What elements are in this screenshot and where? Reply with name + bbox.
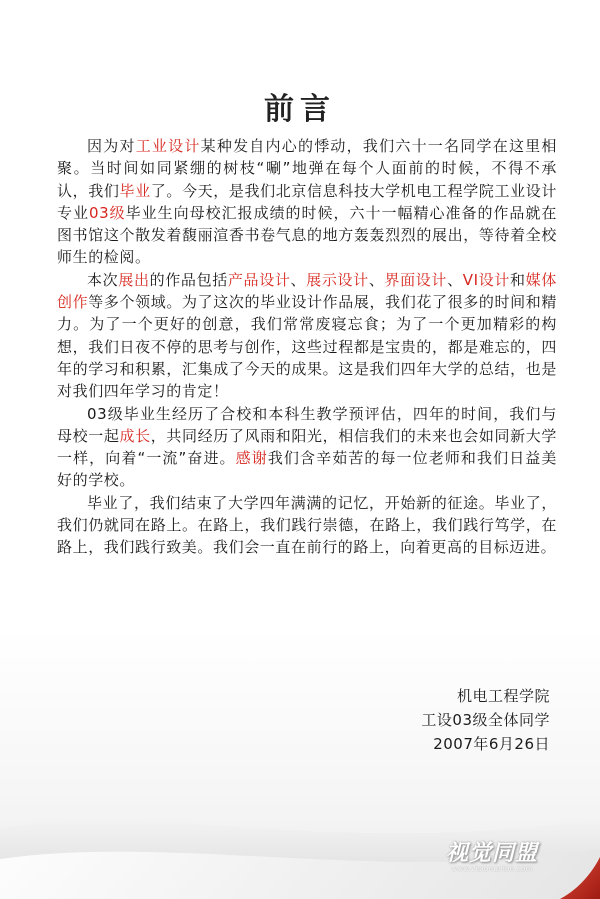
highlighted-keyword: 展示设计 xyxy=(306,270,369,289)
text-run: 、 xyxy=(447,270,463,289)
text-run: 等多个领域。为了这次的毕业设计作品展，我们花了很多的时间和精力。为了一个更好的创意，我们常常废寝忘食；为了一个更加精彩的构想，我们日夜不停的思考与创作，这些过程都是宝贵的，都是难忘的，四年的学习和积累，汇集成了今天的成果。这是我们四年大学的总结，也是对我们四年学习的肯定！ xyxy=(57,293,557,401)
highlighted-keyword: 成长 xyxy=(119,426,151,445)
preface-body xyxy=(57,135,557,559)
text-run: ，共同经历了风雨和阳光，相信我们的未来也会如同新大学一样，向着“一流”奋进。 xyxy=(57,426,558,468)
text-run: 我们含辛茹苦的每一位老师和我们日益美好的学校。 xyxy=(57,449,557,490)
paragraph-1 xyxy=(57,135,557,269)
text-run: 、 xyxy=(368,270,385,289)
highlighted-keyword: 毕业 xyxy=(119,181,151,200)
paragraph-4 xyxy=(57,492,557,559)
paragraph-2 xyxy=(57,269,557,403)
text-run: 毕业生向母校汇报成绩的时候，六十一幅精心准备的作品就在图书馆这个散发着馥丽渲香书卷气息的地方轰轰烈烈的展出，等待着全校师生的检阅。 xyxy=(57,203,558,267)
watermark-url: www.visionunion.com xyxy=(451,865,533,873)
text-run: 因为对 xyxy=(87,137,136,155)
signature-school: 机电工程学院 xyxy=(456,687,550,705)
highlighted-keyword: VI设计 xyxy=(462,270,511,289)
text-run: 毕业了，我们结束了大学四年满满的记忆，开始新的征途。毕业了，我们仍就同在路上。在路上，我们践行崇德，在路上，我们践行笃学，在路上，我们践行致美。我们会一直在前行的路上，向着更高的目标迈进。 xyxy=(57,493,557,557)
watermark xyxy=(446,836,538,873)
text-run: 某种发自内心的悸动，我们六十一名同学在这里相聚。当时间如同紧绷的树枝“唰”地弹在每个人面前的时候，不得不承认，我们 xyxy=(57,137,557,200)
text-run: 和 xyxy=(510,270,526,289)
page-curl-icon xyxy=(540,839,600,899)
text-run: 了。今天，是我们北京信息科技大学机电工程学院工业设计专业 xyxy=(57,181,558,222)
watermark-logo: 视觉同盟 xyxy=(445,841,538,866)
text-run: 03级毕业生经历了合校和本科生教学预评估，四年的时间，我们与母校一起 xyxy=(57,404,557,445)
highlighted-keyword: 界面设计 xyxy=(384,270,448,289)
page-title: 前言 xyxy=(264,92,336,127)
text-run: 本次 xyxy=(87,270,119,289)
text-run: 的作品包括 xyxy=(149,270,228,289)
signature-class: 工设03级全体同学 xyxy=(421,711,550,729)
highlighted-keyword: 感谢 xyxy=(235,449,268,468)
text-run: 、 xyxy=(290,270,307,289)
signature-block xyxy=(421,684,550,756)
highlighted-keyword: 工业设计 xyxy=(135,137,201,155)
paragraph-3 xyxy=(57,403,557,492)
highlighted-keyword: 媒体创作 xyxy=(57,270,557,312)
highlighted-keyword: 03级 xyxy=(88,203,126,222)
highlighted-keyword: 展出 xyxy=(118,270,150,289)
signature-date: 2007年6月26日 xyxy=(433,735,550,753)
highlighted-keyword: 产品设计 xyxy=(227,270,291,289)
